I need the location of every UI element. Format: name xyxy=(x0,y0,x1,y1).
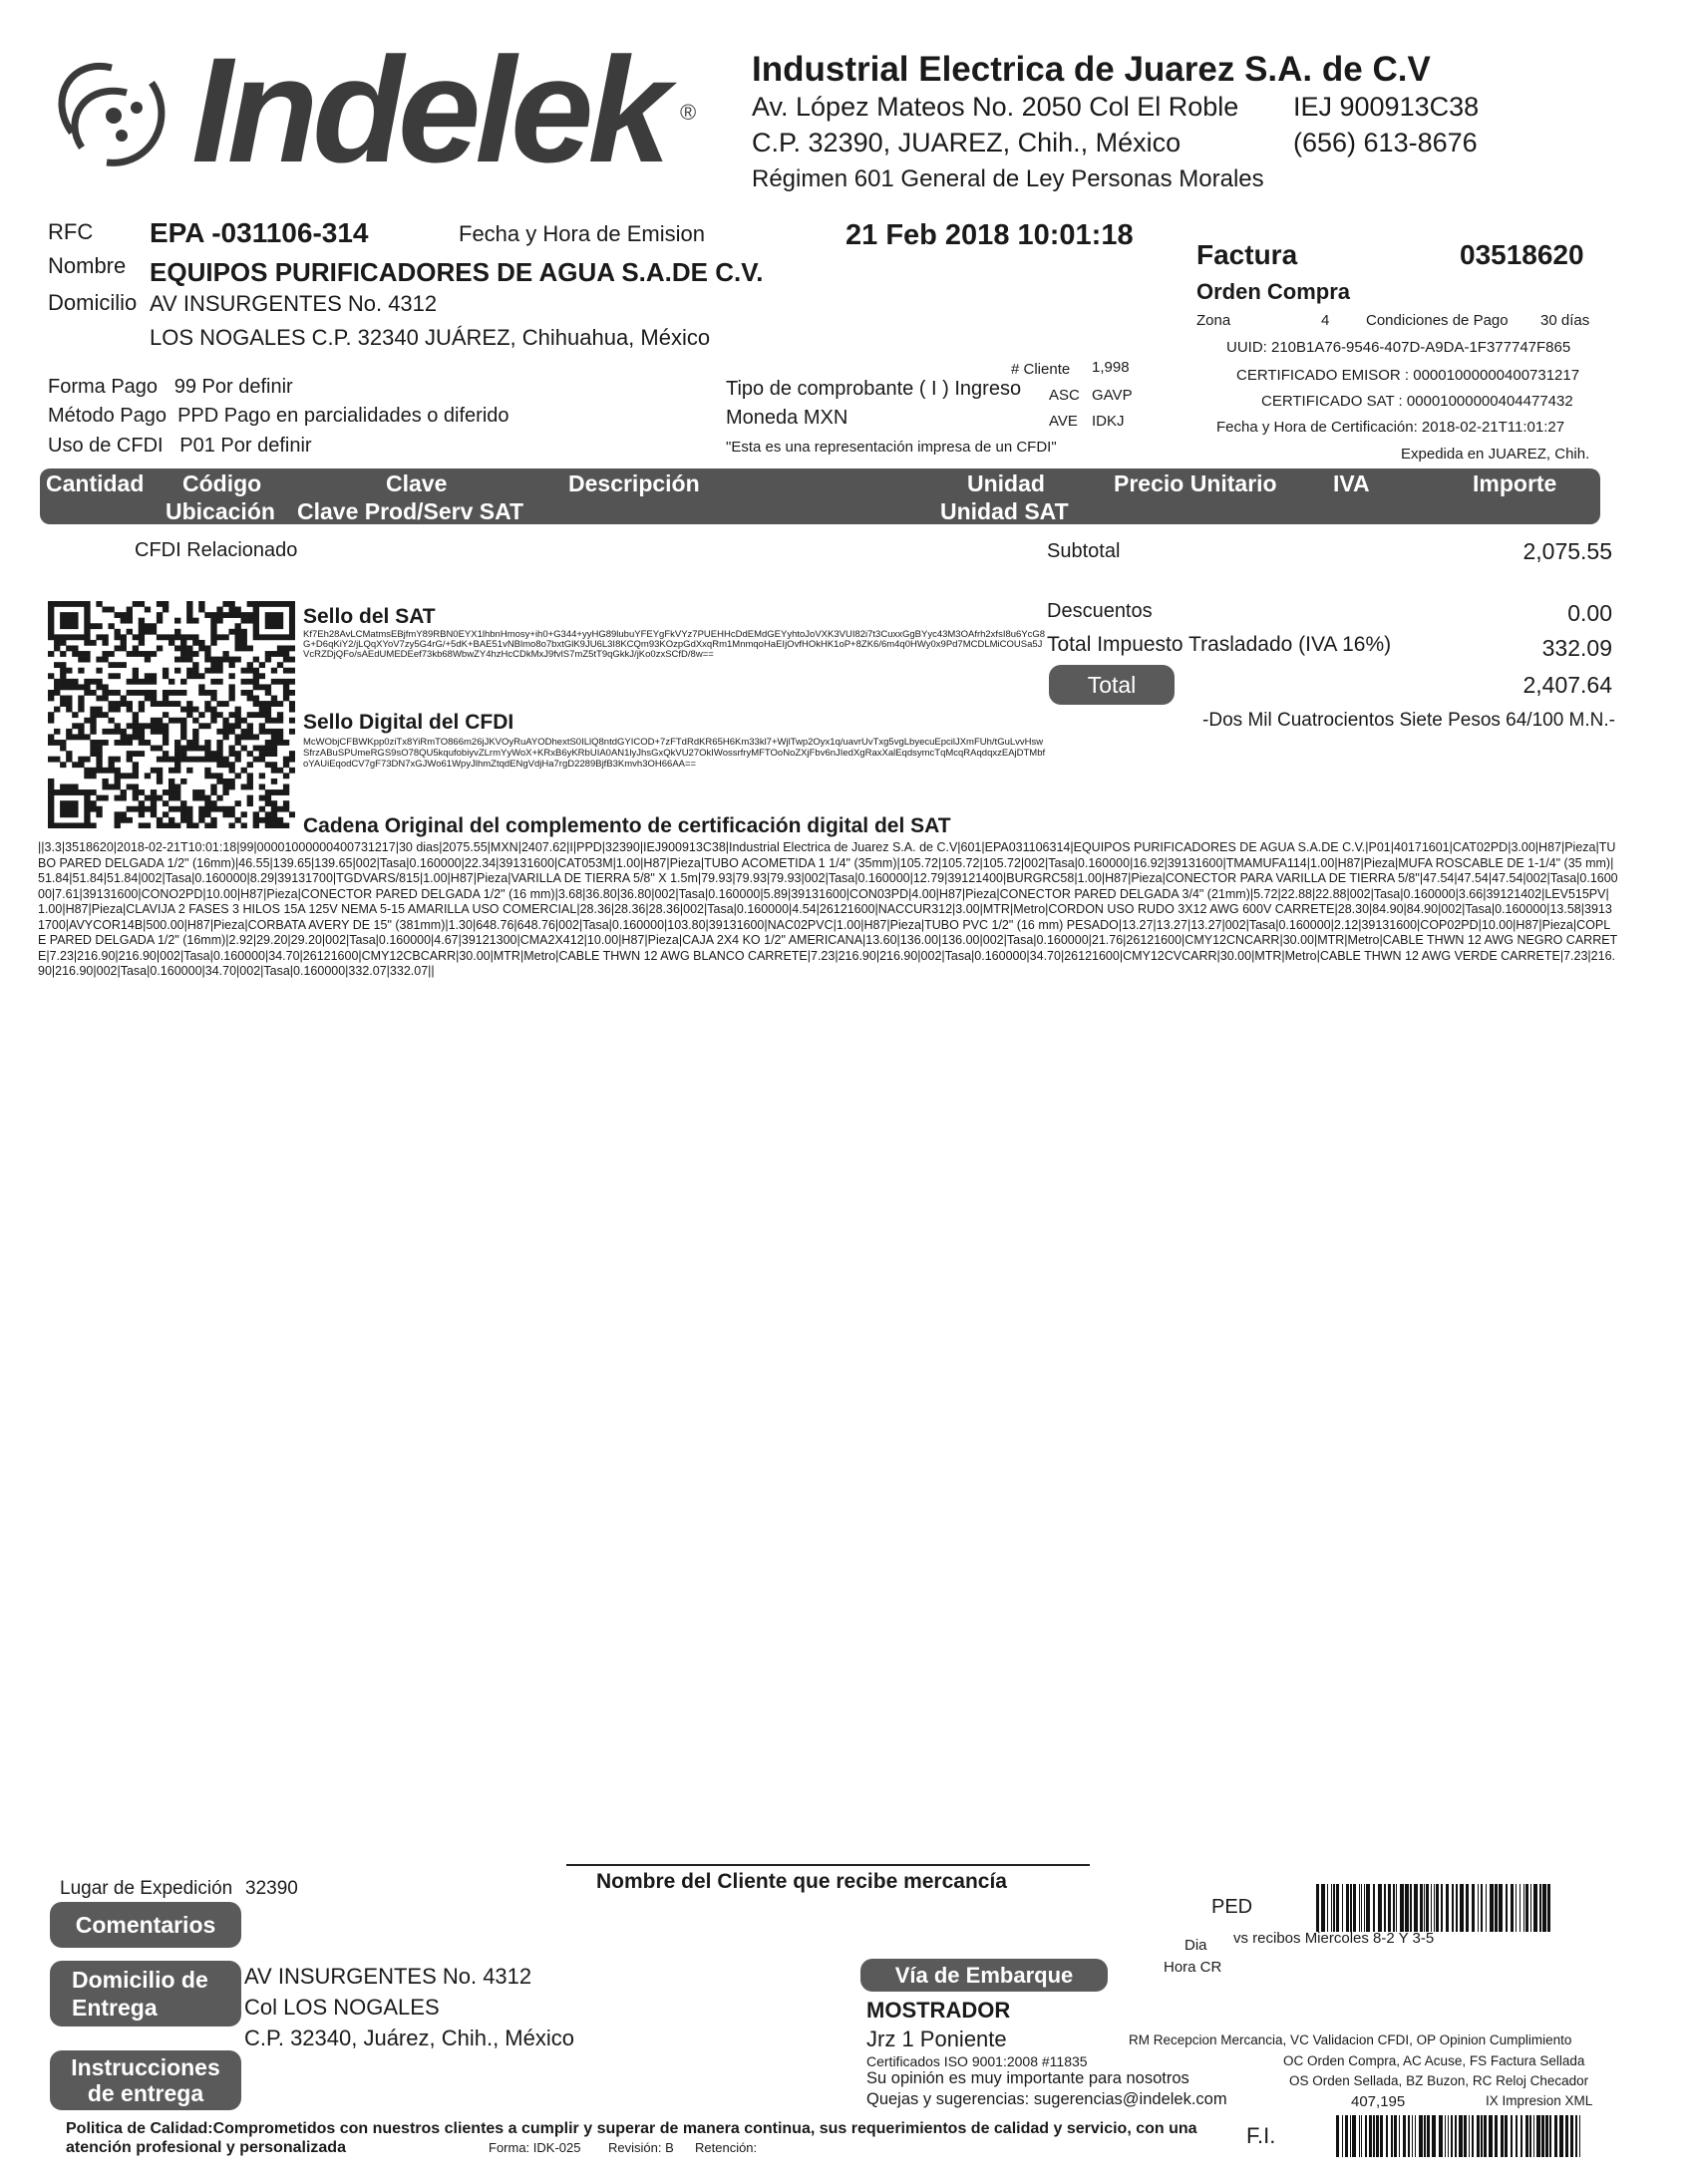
company-phone: (656) 613-8676 xyxy=(1293,128,1478,157)
iso-cert: Certificados ISO 9001:2008 #11835 xyxy=(866,2053,1088,2069)
cadena-original: ||3.3|3518620|2018-02-21T10:01:18|99|00001000000400731217|30 dias|2075.55|MXN|2407.62|I|PPD|32390|IEJ900913C38|Industrial Electrica de Juarez S.A. de C.V|601|EPA031106314|EQUIPOS PURIFICADORES DE AGUA S.A.DE C.V.|P01|40171601|CAT02PD|3.00|H87|Pieza|TUBO PARED DELGADA 1/2" (16mm)|46.55|139.65|139.65|002|Tasa|0.160000|22.34|39131600|CAT053M|1.00|H87|Pieza|TUBO ACOMETIDA 1 1/4" (35mm)|105.72|105.72|105.72|002|Tasa|0.160000|16.92|39131600|TMAMUFA114|1.00|H87|Pieza|MUFA ROSCABLE DE 1-1/4" (35 mm)|51.84|51.84|51.84|002|Tasa|0.160000|8.29|39131700|TGDVARS/815|1.00|H87|Pieza|VARILLA DE TIERRA 5/8" X 1.5m|79.93|79.93|79.93|002|Tasa|0.160000|12.79|39121400|BURGRC58|1.00|H87|Pieza|CONECTOR PARA VARILLA DE TIERRA 5/8"|47.54|47.54|47.54|002|Tasa|0.160000|7.61|39131600|CONO2PD|10.00|H87|Pieza|CONECTOR PARED DELGADA 1/2" (16 mm)|3.68|36.80|36.80|002|Tasa|0.160000|5.89|39131600|CON03PD|4.00|H87|Pieza|CONECTOR PARED DELGADA 3/4" (21mm)|5.72|22.88|22.88|002|Tasa|0.160000|3.66|39121402|LEV515PV|1.00|H87|Pieza|CLAVIJA 2 FASES 3 HILOS 15A 125V NEMA 5-15 AMARILLA USO COMERCIAL|28.36|28.36|28.36|002|Tasa|0.160000|4.54|26121600|NACCUR312|3.00|MTR|Metro|CORDON USO RUDO 3X12 AWG 600V CARRETE|28.30|84.90|84.90|002|Tasa|0.160000|13.58|39131700|AVYCOR14B|500.00|H87|Pieza|CORBATA AVERY DE 15" (381mm)|1.30|648.76|648.76|002|Tasa|0.160000|103.80|39131600|NAC02PVC|1.00|H87|Pieza|TUBO PVC 1/2" (16 mm) PESADO|13.27|13.27|13.27|002|Tasa|0.160000|2.12|39131600|COP02PD|10.00|H87|Pieza|COPLE PARED DELGADA 1/2" (16mm)|2.92|29.20|29.20|002|Tasa|0.160000|4.67|39121300|CMA2X412|10.00|H87|Pieza|CAJA 2X4 KO 1/2" AMERICANA|13.60|136.00|136.00|002|Tasa|0.160000|21.76|26121600|CMY12CNCARR|30.00|MTR|Metro|CABLE THWN 12 AWG NEGRO CARRETE|7.23|216.90|216.90|002|Tasa|0.160000|34.70|26121600|CMY12CBCARR|30.00|MTR|Metro|CABLE THWN 12 AWG BLANCO CARRETE|7.23|216.90|216.90|002|Tasa|0.160000|34.70|26121600|CMY12CVCARR|30.00|MTR|Metro|CABLE THWN 12 AWG VERDE CARRETE|7.23|216.90|216.90|002|Tasa|0.160000|34.70|002|Tasa|0.160000|332.07|332.07|| xyxy=(38,840,1618,978)
entrega-line2: Col LOS NOGALES xyxy=(244,1995,440,2020)
cliente-value: 1,998 xyxy=(1092,359,1130,376)
impuesto-label: Total Impuesto Trasladado (IVA 16%) xyxy=(1047,633,1392,656)
company-regimen: Régimen 601 General de Ley Personas Morales xyxy=(752,165,1264,192)
ave-label: AVE xyxy=(1049,413,1078,430)
fecha-certificacion: Fecha y Hora de Certificación: 2018-02-21T11:01:27 xyxy=(1216,419,1565,436)
customer-domicilio2: LOS NOGALES C.P. 32340 JUÁREZ, Chihuahua, México xyxy=(150,325,711,350)
via-embarque-pill xyxy=(860,1959,1108,1992)
col-ubicacion: Ubicación xyxy=(166,498,275,524)
qr-code-icon xyxy=(48,601,295,828)
condiciones-value: 30 días xyxy=(1540,312,1590,329)
quejas-note: Quejas y sugerencias: sugerencias@indelek.com xyxy=(866,2090,1227,2108)
barcode-icon xyxy=(1336,2115,1580,2157)
orden-compra-label: Orden Compra xyxy=(1196,279,1351,304)
uuid: UUID: 210B1A76-9546-407D-A9DA-1F377747F865 xyxy=(1226,339,1571,356)
factura-number: 03518620 xyxy=(1460,239,1584,270)
zona-value: 4 xyxy=(1321,312,1330,329)
nombre-cliente-label: Nombre del Cliente que recibe mercancía xyxy=(596,1870,1007,1893)
nombre-label: Nombre xyxy=(48,253,127,278)
entrega-line1: AV INSURGENTES No. 4312 xyxy=(244,1964,532,1989)
company-name: Industrial Electrica de Juarez S.A. de C.V xyxy=(752,50,1431,89)
col-clave: Clave xyxy=(386,470,448,496)
asc-value: GAVP xyxy=(1092,387,1133,404)
company-logo xyxy=(42,26,720,193)
qr-code xyxy=(48,601,295,828)
politica-calidad: Politica de Calidad:Comprometidos con nuestros clientes a cumplir y superar de manera continua, sus requerimientos de calidad y servicio, con una atención profesional y personalizada xyxy=(66,2120,1197,2156)
total-value: 2,407.64 xyxy=(1522,672,1612,698)
tipo-comprobante: Tipo de comprobante ( I ) Ingreso xyxy=(726,378,1022,400)
signature-line xyxy=(566,1864,1090,1866)
dia-label: Dia xyxy=(1184,1937,1207,1954)
domicilio-label: Domicilio xyxy=(48,290,138,315)
cadena-original-label: Cadena Original del complemento de certificación digital del SAT xyxy=(303,814,951,837)
moneda: Moneda MXN xyxy=(726,407,848,429)
column-header-bar xyxy=(40,468,1600,524)
uso-cfdi: Uso de CFDI P01 Por definir xyxy=(48,435,312,457)
sello-cfdi-label: Sello Digital del CFDI xyxy=(303,711,514,734)
col-importe: Importe xyxy=(1473,470,1557,496)
forma-code: Forma: IDK-025 xyxy=(489,2140,581,2155)
logo-text: Indelek xyxy=(191,26,665,193)
rfc-label: RFC xyxy=(48,219,94,244)
opinion-note: Su opinión es muy importante para nosotros xyxy=(866,2069,1189,2087)
retencion: Retención: xyxy=(695,2140,758,2155)
customer-rfc: EPA -031106-314 xyxy=(150,217,369,248)
expedida-en: Expedida en JUAREZ, Chih. xyxy=(1401,446,1590,463)
revision: Revisión: B xyxy=(608,2140,674,2155)
col-descripcion: Descripción xyxy=(568,470,700,496)
instrucciones-label: Instrucciones de entrega xyxy=(71,2054,220,2106)
total-label-pill xyxy=(1049,665,1175,705)
barcode-icon xyxy=(1316,1884,1550,1932)
descuentos-label: Descuentos xyxy=(1047,600,1153,622)
certificado-sat: CERTIFICADO SAT : 00001000000404477432 xyxy=(1261,393,1573,410)
comentarios-pill xyxy=(50,1902,241,1948)
instrucciones-pill xyxy=(50,2050,241,2110)
ave-value: IDKJ xyxy=(1092,413,1125,430)
sucursal: Jrz 1 Poniente xyxy=(866,2027,1007,2051)
fi-label: F.I. xyxy=(1246,2123,1276,2148)
impuesto-value: 332.09 xyxy=(1541,635,1612,661)
metodo-pago: Método Pago PPD Pago en parcialidades o diferido xyxy=(48,405,509,427)
folio-code: 407,195 xyxy=(1351,2093,1406,2110)
condiciones-label: Condiciones de Pago xyxy=(1366,312,1509,329)
ix-impresion: IX Impresion XML xyxy=(1486,2093,1593,2108)
legend-line2: OC Orden Compra, AC Acuse, FS Factura Sellada xyxy=(1283,2053,1585,2068)
total-label: Total xyxy=(1087,672,1137,698)
cfdi-relacionado: CFDI Relacionado xyxy=(135,539,298,561)
col-cantidad: Cantidad xyxy=(46,470,145,496)
sello-sat: Kf7Eh28AvLCMatmsEBjfmY89RBN0EYX1lhbnHmosy+ih0+G344+yyHG89lubuYFEYgFkVYz7PUEHHcDdEMdGEYyhtoJoVXK3VUI82i7t3CuxxGgBYyc43M3OAfrh2xfsI8u6YcG8G+D6qKiY2/jLQqXYoV7zy5G4rG/+5dK+BAE51vNBlmo8o7bxtGlK9JU6L3I8KCQm93KOzpGdXxqRm1MnmqoHaEIjOvfHOkHK1oP+8ZK6/6m4q0HWy0x9Pd7MCDLMiCOUSa5JVcRZDjQFo/sAEdUMEDEef73kb68WbwZY4hzHcCDkMxJ9fvlS7mZ5tT9qGkkJ/jKo0zxSCfD/8w== xyxy=(303,629,1046,660)
comentarios-label: Comentarios xyxy=(75,1912,216,1938)
col-precio-unitario: Precio Unitario xyxy=(1114,470,1277,496)
cliente-label: # Cliente xyxy=(1011,361,1071,378)
mostrador: MOSTRADOR xyxy=(866,1998,1011,2023)
hora-cr: Hora CR xyxy=(1164,1959,1222,1976)
lugar-expedicion: 32390 xyxy=(245,1878,298,1899)
barcode-top xyxy=(1316,1884,1550,1932)
representacion-note: "Esta es una representación impresa de un CFDI" xyxy=(726,439,1057,456)
col-unidad-sat: Unidad SAT xyxy=(940,498,1069,524)
customer-nombre: EQUIPOS PURIFICADORES DE AGUA S.A.DE C.V. xyxy=(150,257,764,287)
subtotal-value: 2,075.55 xyxy=(1522,538,1612,564)
factura-label: Factura xyxy=(1196,239,1298,270)
sello-sat-label: Sello del SAT xyxy=(303,605,436,628)
fecha-emision: 21 Feb 2018 10:01:18 xyxy=(845,219,1134,251)
legend-line1: RM Recepcion Mercancia, VC Validacion CFDI, OP Opinion Cumplimiento xyxy=(1129,2032,1572,2047)
col-unidad: Unidad xyxy=(967,470,1045,496)
recibos-note: vs recibos Miercoles 8-2 Y 3-5 xyxy=(1233,1930,1435,1947)
lugar-expedicion-label: Lugar de Expedición xyxy=(60,1878,233,1899)
forma-pago: Forma Pago 99 Por definir xyxy=(48,376,293,398)
company-address2: C.P. 32390, JUAREZ, Chih., México xyxy=(752,128,1182,157)
sello-cfdi: McWObjCFBWKpp0ziTx8YiRmTO866m26jJKVOyRuAYODhextS0ILlQ8ntdGYICOD+7zFTdRdKR65H6Km33kl7+WjlTwp2Oyx1q/uavrUvTxg5vgLbyecuEpcilJXmFUh/tGuLvvHswSfrzABuSPUmeRGS9sO78QU5kqufobiyvZLrmYyWoX+KRxB6yKRbUIA0AN1lyJhsGxQkVU27OkIWossrfryMFTOoNoZXjFbv6nJIedXgRaxXalEqdsymcTqMcqRAqdqxzEAjDTMbfoYAUiEqodCV7gF73DN7xGJWo61WpyJlhmZtqdENgVdjHa7rgD2289BjfB3Kmvh3OH66AA== xyxy=(303,737,1046,770)
asc-label: ASC xyxy=(1049,387,1080,404)
entrega-line3: C.P. 32340, Juárez, Chih., México xyxy=(244,2026,574,2050)
certificado-emisor: CERTIFICADO EMISOR : 00001000000400731217 xyxy=(1236,367,1580,384)
legend-line3: OS Orden Sellada, BZ Buzon, RC Reloj Checador xyxy=(1289,2073,1589,2088)
via-embarque-label: Vía de Embarque xyxy=(894,1963,1074,1988)
registered-icon: ® xyxy=(680,100,697,125)
domicilio-entrega-label: Domicilio de Entrega xyxy=(72,1967,208,2021)
total-letra: -Dos Mil Cuatrocientos Siete Pesos 64/100 M.N.- xyxy=(1202,710,1615,731)
col-iva: IVA xyxy=(1333,470,1370,496)
zona-label: Zona xyxy=(1196,312,1231,329)
col-clave-prod: Clave Prod/Serv SAT xyxy=(297,498,524,524)
descuentos-value: 0.00 xyxy=(1567,600,1612,626)
customer-domicilio1: AV INSURGENTES No. 4312 xyxy=(150,291,438,316)
col-codigo: Código xyxy=(182,470,262,496)
domicilio-entrega-pill xyxy=(50,1961,241,2027)
company-address1: Av. López Mateos No. 2050 Col El Roble xyxy=(752,92,1239,122)
barcode-bottom xyxy=(1336,2115,1580,2157)
fecha-label: Fecha y Hora de Emision xyxy=(459,221,705,246)
subtotal-label: Subtotal xyxy=(1047,540,1121,562)
ped-label: PED xyxy=(1211,1896,1253,1918)
company-rfc: IEJ 900913C38 xyxy=(1293,92,1480,122)
